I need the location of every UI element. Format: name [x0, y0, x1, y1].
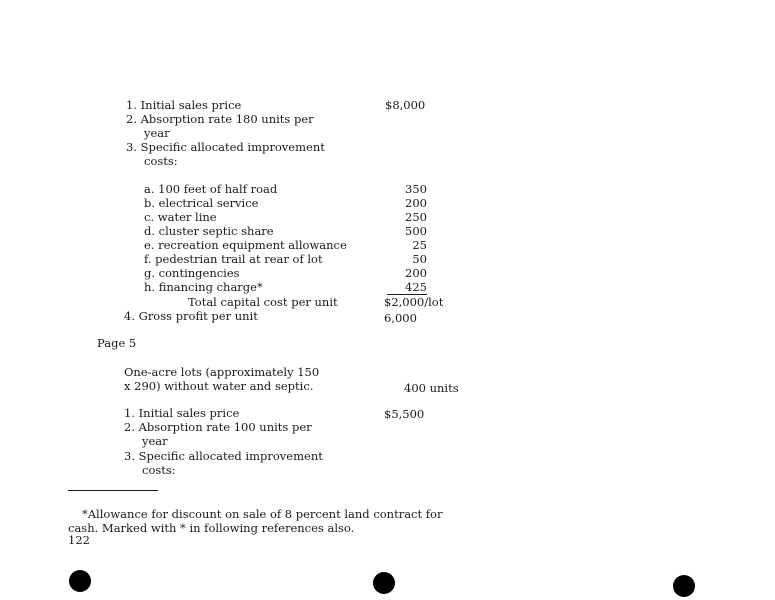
subitem-value: 425 [387, 280, 427, 295]
page-number: 122 [68, 533, 90, 547]
subitem-label: h. financing charge* [144, 280, 263, 294]
item-allocated-costs-cont: costs: [144, 154, 178, 168]
footnote-line1: *Allowance for discount on sale of 8 percent land contract for [82, 507, 443, 521]
item-absorption-rate-2-cont: year [142, 434, 168, 448]
subitem-value: 50 [412, 252, 427, 266]
subitem-value: 350 [405, 182, 427, 196]
binder-hole-center [373, 572, 395, 594]
binder-hole-right [673, 575, 695, 597]
subitem-value: 500 [405, 224, 427, 238]
item-absorption-rate-cont: year [144, 126, 170, 140]
item-absorption-rate: 2. Absorption rate 180 units per [126, 112, 314, 126]
binder-hole-left [69, 570, 91, 592]
item-allocated-costs-2: 3. Specific allocated improvement [124, 449, 323, 463]
total-capital-cost-label: Total capital cost per unit [188, 295, 338, 309]
lots-description-line1: One-acre lots (approximately 150 [124, 365, 320, 379]
value-initial-sales-price-2: $5,500 [384, 407, 425, 421]
subitem-label: d. cluster septic share [144, 224, 274, 238]
footnote-line2: cash. Marked with * in following references also. [68, 521, 355, 535]
gross-profit-value: 6,000 [384, 311, 417, 325]
item-initial-sales-price: 1. Initial sales price [126, 98, 242, 112]
item-allocated-costs-2-cont: costs: [142, 463, 176, 477]
subitem-value: 250 [405, 210, 427, 224]
gross-profit-label: 4. Gross profit per unit [124, 309, 258, 323]
subitem-label: c. water line [144, 210, 217, 224]
lots-description-line2: x 290) without water and septic. [124, 379, 314, 393]
item-initial-sales-price-2: 1. Initial sales price [124, 406, 240, 420]
subitem-label: b. electrical service [144, 196, 259, 210]
item-allocated-costs: 3. Specific allocated improvement [126, 140, 325, 154]
lots-units: 400 units [404, 381, 459, 395]
subitem-label: f. pedestrian trail at rear of lot [144, 252, 323, 266]
subitem-label: a. 100 feet of half road [144, 182, 278, 196]
subitem-value: 200 [405, 266, 427, 280]
subitem-label: g. contingencies [144, 266, 240, 280]
value-initial-sales-price: $8,000 [385, 98, 426, 112]
page-label: Page 5 [97, 336, 137, 350]
item-absorption-rate-2: 2. Absorption rate 100 units per [124, 420, 312, 434]
subitem-value: 25 [412, 238, 427, 252]
footnote-rule [68, 490, 158, 491]
total-capital-cost-value: $2,000/lot [384, 295, 444, 309]
subitem-value: 200 [405, 196, 427, 210]
subitem-label: e. recreation equipment allowance [144, 238, 347, 252]
